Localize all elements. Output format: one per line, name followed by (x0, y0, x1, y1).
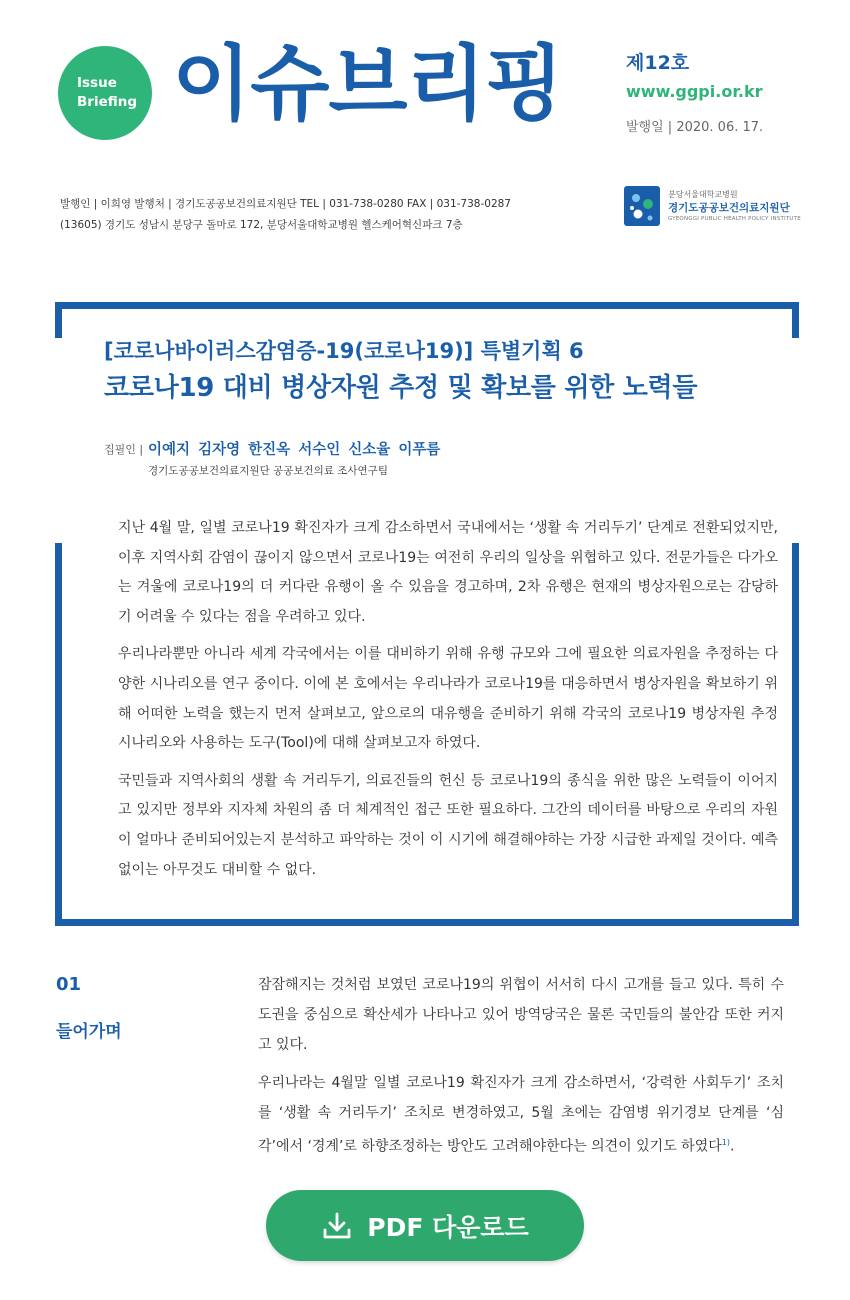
logo-hospital-text: 분당서울대학교병원 (668, 190, 738, 199)
abstract (118, 514, 778, 893)
pdf-download-button[interactable] (266, 1190, 584, 1261)
abstract-paragraph: 국민들과 지역사회의 생활 속 거리두기, 의료진들의 헌신 등 코로나19의 종식을 위한 많은 노력들이 이어지고 있지만 정부와 지자체 차원의 좀 더 체계적인 접근 또한 필요하다. 그간의 데이터를 바탕으로 우리의 자원이 얼마나 준비되어있는지 분석하고 파악하는 것이 이 시기에 해결해야하는 가장 시급한 과제일 것이다. 예측 없이는 아무것도 대비할 수 없다. (118, 772, 778, 878)
publish-date: 발행일 | 2020. 06. 17. (626, 120, 764, 135)
frame-left-bottom (55, 543, 62, 926)
issue-number: 제12호 (626, 52, 690, 74)
logo-english-name: GYEONGGI PUBLIC HEALTH POLICY INSTITUTE (668, 216, 801, 222)
frame-left-top (55, 302, 62, 338)
section-paragraph: 우리나라는 4월말 일별 코로나19 확진자가 크게 감소하면서, ‘강력한 사회두기’ 조치를 ‘생활 속 거리두기’ 조치로 변경하였고, 5월 초에는 감염병 위기경보 단계를 ‘심각’에서 ‘경계’로 하향조정하는 방안도 고려해야한다는 의견이 있기도 하였다$^{1)}$. (258, 1075, 784, 1155)
download-icon (321, 1210, 353, 1242)
frame-right-bottom (792, 543, 799, 926)
publisher-info (60, 194, 511, 236)
section-body (258, 970, 784, 1170)
section-title: 들어가며 (56, 1022, 122, 1042)
publisher-line1: 발행인 | 이희영 발행처 | 경기도공공보건의료지원단 TEL | 031-738-0280 FAX | 031-738-0287 (60, 198, 511, 210)
series-title: [코로나바이러스감염증-19(코로나19)] 특별기획 6 (104, 339, 584, 363)
frame-right-top (792, 302, 799, 338)
site-link[interactable]: www.ggpi.or.kr (626, 82, 763, 101)
authors-names: 이예지 김자영 한진옥 서수인 신소율 이푸름 (148, 442, 441, 458)
authors-department: 경기도공공보건의료지원단 공공보건의료 조사연구팀 (148, 465, 388, 477)
abstract-paragraph: 지난 4월 말, 일별 코로나19 확진자가 크게 감소하면서 국내에서는 ‘생활 속 거리두기’ 단계로 전환되었지만, 이후 지역사회 감염이 끊이지 않으면서 코로나19는 여전히 우리의 일상을 위협하고 있다. 전문가들은 다가오는 겨울에 코로나19의 더 커다란 유행이 올 수 있음을 경고하며, 2차 유행은 현재의 병상자원으로는 감당하기 어려울 수 있다는 점을 우려하고 있다. (118, 520, 778, 625)
badge-line2: Briefing (77, 94, 138, 110)
frame-top-bar (55, 302, 799, 309)
footnote-ref[interactable]: 1) (721, 1138, 730, 1147)
institute-logo-icon (624, 186, 660, 226)
pdf-download-label: PDF 다운로드 (367, 1212, 529, 1242)
section-paragraph: 잠잠해지는 것처럼 보였던 코로나19의 위협이 서서히 다시 고개를 들고 있다. 특히 수도권을 중심으로 확산세가 나타나고 있어 방역당국은 물론 국민들의 불안감 또한 커지고 있다. (258, 977, 784, 1053)
section-number: 01 (56, 974, 82, 995)
logo-institute-name: 경기도공공보건의료지원단 (668, 202, 790, 214)
badge-line1: Issue (77, 75, 117, 91)
issue-briefing-badge (58, 46, 152, 140)
page-title: 이슈브리핑 (172, 37, 564, 132)
abstract-paragraph: 우리나라뿐만 아니라 세계 각국에서는 이를 대비하기 위해 유행 규모와 그에 필요한 의료자원을 추정하는 다양한 시나리오를 연구 중이다. 이에 본 호에서는 우리나라가 코로나19를 대응하면서 병상자원을 확보하기 위해 어떠한 노력을 했는지 먼저 살펴보고, 앞으로의 대유행을 준비하기 위해 각국의 코로나19 병상자원 추정 시나리오와 사용하는 도구(Tool)에 대해 살펴보고자 하였다. (118, 646, 778, 752)
section-paragraph-text: 우리나라는 4월말 일별 코로나19 확진자가 크게 감소하면서, ‘강력한 사회두기’ 조치를 ‘생활 속 거리두기’ 조치로 변경하였고, 5월 초에는 감염병 위기경보 단계를 ‘심각’에서 ‘경계’로 하향조정하는 방안도 고려해야한다는 의견이 있기도 하였다 (258, 1075, 784, 1155)
article-title: 코로나19 대비 병상자원 추정 및 확보를 위한 노력들 (104, 373, 698, 403)
frame-bottom-bar (55, 919, 799, 926)
publisher-address: (13605) 경기도 성남시 분당구 돌마로 172, 분당서울대학교병원 헬스케어혁신파크 7층 (60, 219, 463, 231)
authors-label: 집필인 | (104, 443, 144, 456)
